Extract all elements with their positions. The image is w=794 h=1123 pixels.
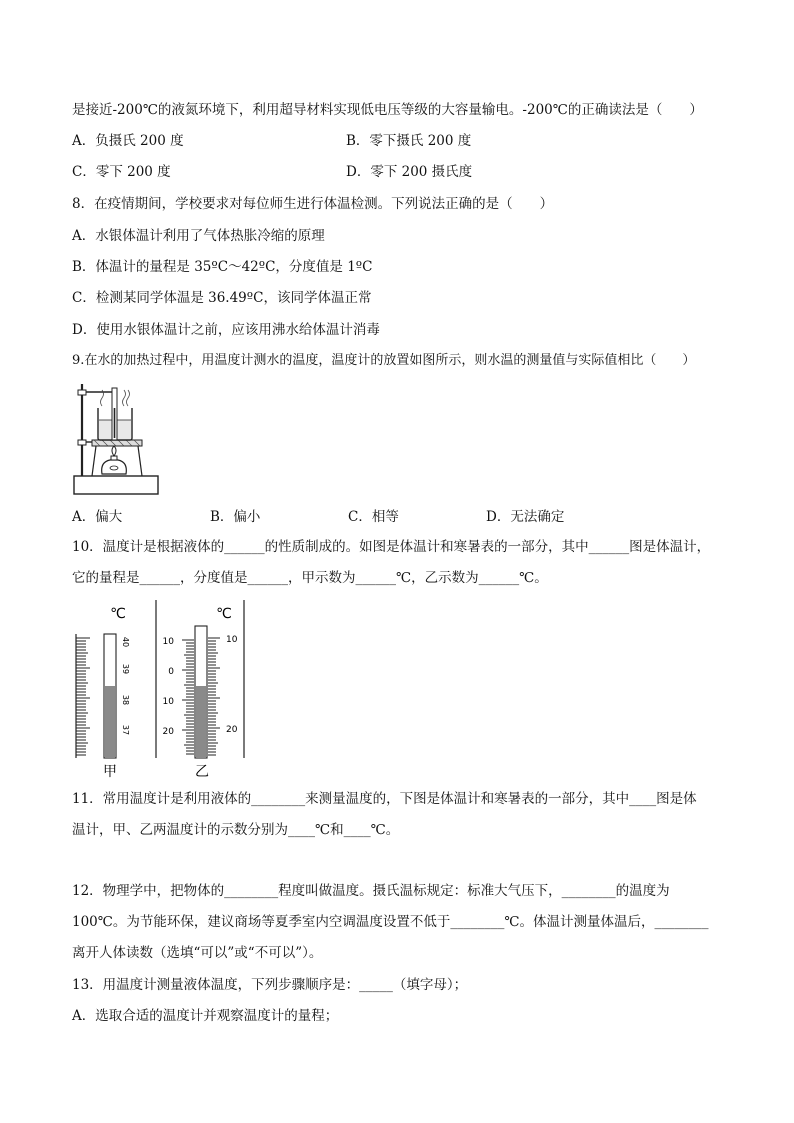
q7-option-a: A．负摄氏 200 度: [72, 133, 184, 149]
jia-tick-label: 38: [121, 694, 130, 706]
jia-tick-label: 39: [121, 663, 130, 675]
q9-option-d: D．无法确定: [486, 509, 565, 525]
q7-option-b: B．零下摄氏 200 度: [346, 133, 472, 149]
yi-unit-label: ℃: [216, 606, 232, 622]
q7-stem: 是接近-200℃的液氮环境下，利用超导材料实现低电压等级的大容量输电。-200℃的正确读法是（ ）: [72, 102, 703, 118]
q12-line-2: 100℃。为节能环保，建议商场等夏季室内空调温度设置不低于________℃。体温计测量体温后，________: [72, 914, 709, 930]
q10-line-2: 它的量程是______，分度值是______，甲示数为______℃，乙示数为______℃。: [72, 570, 548, 586]
q11-line-1: 11．常用温度计是利用液体的________来测量温度的，下图是体温计和寒暑表的一部分，其中____图是体: [72, 791, 697, 807]
yi-left-tick-label: 10: [162, 697, 174, 707]
yi-right-ticks: [208, 638, 220, 755]
q7-option-d: D．零下 200 摄氏度: [346, 164, 473, 180]
q8-option-c: C．检测某同学体温是 36.49ºC，该同学体温正常: [72, 290, 372, 306]
q9-option-a: A．偏大: [72, 509, 123, 525]
jia-tick-label: 40: [121, 636, 130, 648]
q12-line-1: 12．物理学中，把物体的________程度叫做温度。摄氏温标规定：标准大气压下，________的温度为: [72, 883, 670, 899]
q7-option-c: C．零下 200 度: [72, 164, 171, 180]
q13-stem: 13．用温度计测量液体温度，下列步骤顺序是：_____（填字母）；: [72, 977, 468, 993]
yi-liquid-column: [196, 686, 206, 758]
q9-stem: 9.在水的加热过程中，用温度计测水的温度，温度计的放置如图所示，则水温的测量值与实际值相比（ ）: [72, 353, 696, 368]
yi-right-tick-label: 10: [226, 635, 238, 645]
q9-option-b: B．偏小: [210, 509, 261, 525]
yi-left-tick-label: 10: [162, 637, 174, 647]
heating-apparatus-figure: [72, 380, 162, 500]
yi-left-ticks: [182, 640, 194, 754]
yi-label: 乙: [195, 764, 209, 780]
jia-unit-label: ℃: [110, 606, 126, 622]
q8-option-a: A．水银体温计利用了气体热胀冷缩的原理: [72, 228, 325, 244]
q9-option-c: C．相等: [348, 509, 399, 525]
q8-option-b: B．体温计的量程是 35ºC～42ºC，分度值是 1ºC: [72, 259, 373, 275]
yi-left-tick-label: 0: [168, 667, 174, 677]
q11-line-2: 温计，甲、乙两温度计的示数分别为____℃和____℃。: [72, 822, 400, 838]
q13-option-a: A．选取合适的温度计并观察温度计的量程；: [72, 1008, 339, 1024]
thermometer-figures: [68, 596, 258, 782]
jia-tick-label: 37: [121, 724, 130, 736]
q10-line-1: 10．温度计是根据液体的______的性质制成的。如图是体温计和寒暑表的一部分，其中______图是体温计，: [72, 539, 711, 555]
q12-line-3: 离开人体读数（选填“可以”或“不可以”）。: [72, 945, 323, 961]
yi-right-tick-label: 20: [226, 725, 238, 735]
jia-liquid-column: [105, 686, 115, 758]
yi-left-tick-label: 20: [162, 727, 174, 737]
q8-stem: 8．在疫情期间，学校要求对每位师生进行体温检测。下列说法正确的是（ ）: [72, 196, 554, 212]
jia-label: 甲: [103, 764, 117, 780]
q8-option-d: D．使用水银体温计之前，应该用沸水给体温计消毒: [72, 322, 380, 338]
